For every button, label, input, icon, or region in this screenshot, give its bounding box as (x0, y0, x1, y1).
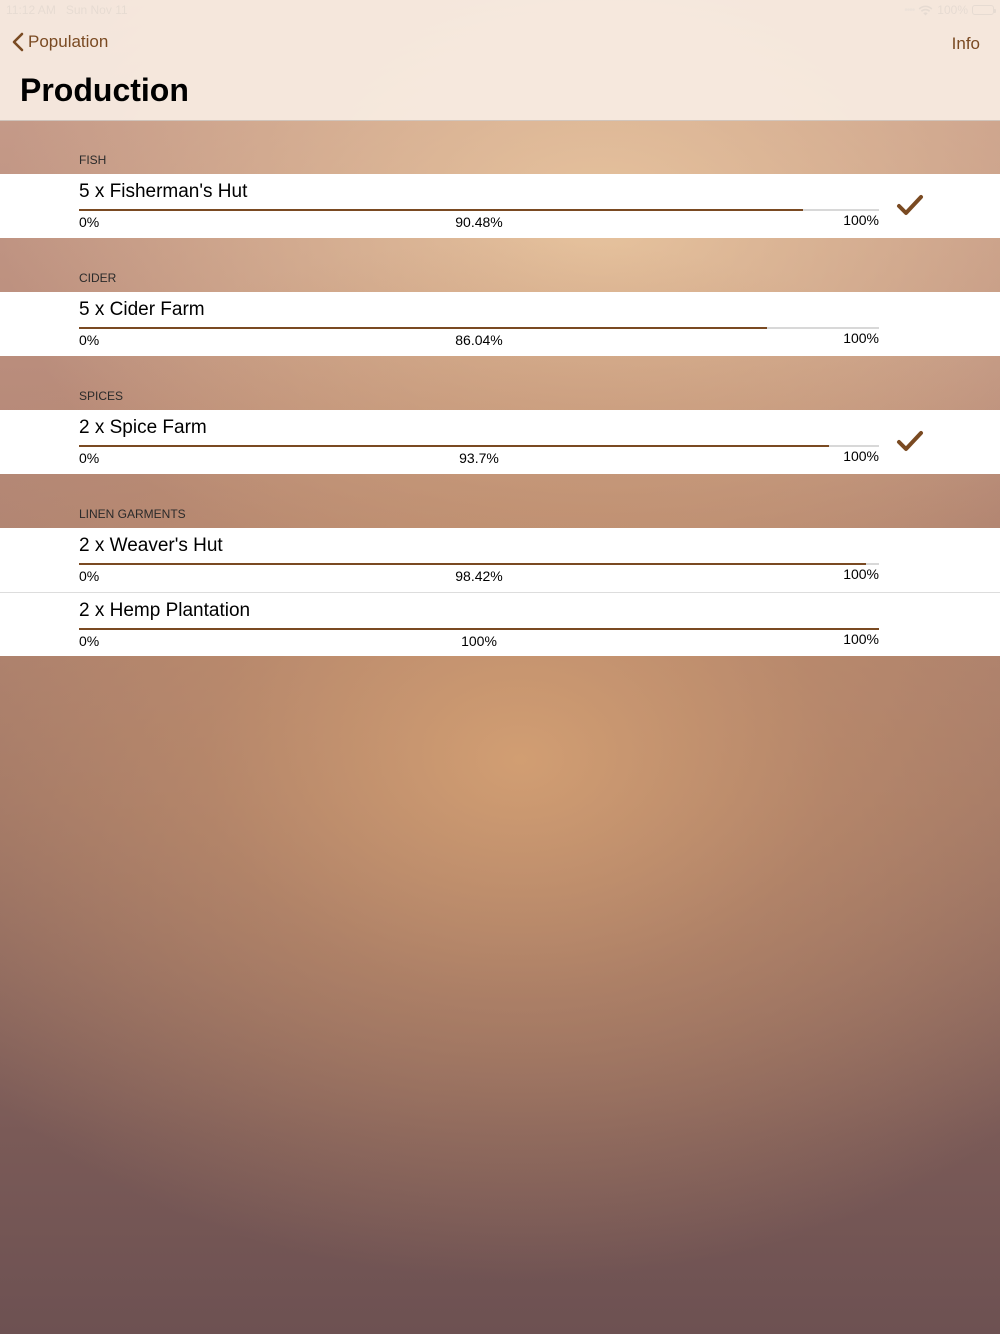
progress-min-label: 0% (79, 214, 100, 230)
progress-min-label: 0% (79, 332, 100, 348)
checkmark-icon (896, 194, 924, 218)
building-name: 5 x Cider Farm (79, 299, 205, 320)
progress-value-label: 93.7% (459, 450, 499, 466)
production-list (0, 120, 1000, 656)
production-row[interactable] (0, 528, 1000, 592)
building-name: 2 x Weaver's Hut (79, 535, 223, 556)
section-header (0, 120, 1000, 174)
building-name: 2 x Hemp Plantation (79, 600, 251, 621)
progress-min-label: 0% (79, 450, 100, 466)
progress-max-label: 100% (843, 448, 879, 464)
progress-value-label: 86.04% (455, 332, 503, 348)
page-title: Production (20, 72, 189, 108)
progress-max-label: 100% (843, 212, 879, 228)
production-row[interactable] (0, 174, 1000, 238)
building-name: 2 x Spice Farm (79, 417, 207, 438)
production-row[interactable] (0, 292, 1000, 356)
section-header (0, 474, 1000, 528)
back-button[interactable] (12, 32, 108, 52)
progress-track (79, 563, 879, 565)
section-header (0, 238, 1000, 292)
section-header (0, 356, 1000, 410)
chevron-left-icon (12, 32, 24, 52)
back-button-label: Population (28, 32, 109, 51)
progress-value-label: 98.42% (455, 568, 503, 584)
progress-track (79, 445, 879, 447)
progress-max-label: 100% (843, 631, 879, 647)
production-row[interactable] (0, 592, 1000, 656)
checkmark-icon (896, 430, 924, 454)
section-header-label: CIDER (79, 271, 117, 285)
progress-max-label: 100% (843, 566, 879, 582)
progress-value-label: 90.48% (455, 214, 503, 230)
progress-min-label: 0% (79, 633, 100, 649)
info-button[interactable]: Info (951, 34, 980, 53)
building-name: 5 x Fisherman's Hut (79, 181, 248, 202)
progress-max-label: 100% (843, 330, 879, 346)
progress-min-label: 0% (79, 568, 100, 584)
progress-fill (79, 628, 879, 630)
section-header-label: LINEN GARMENTS (79, 507, 186, 521)
progress-value-label: 100% (461, 633, 497, 649)
progress-track (79, 327, 879, 329)
section-header-label: FISH (79, 153, 107, 167)
progress-track (79, 628, 879, 630)
production-row[interactable] (0, 410, 1000, 474)
progress-fill (79, 209, 803, 211)
section-header-label: SPICES (79, 389, 124, 403)
progress-fill (79, 327, 767, 329)
progress-fill (79, 445, 829, 447)
progress-fill (79, 563, 866, 565)
navigation-bar (0, 0, 1000, 121)
progress-track (79, 209, 879, 211)
